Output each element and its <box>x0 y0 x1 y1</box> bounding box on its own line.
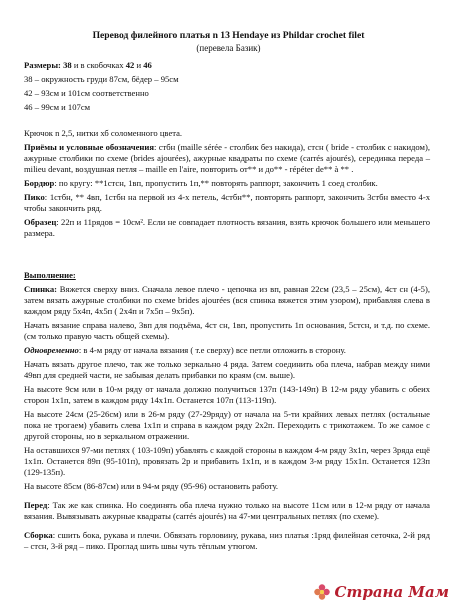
materials-text: Крючок n 2,5, нитки хб соломенного цвета. <box>24 128 183 138</box>
assembly-label: Сборка <box>24 530 53 540</box>
gauge-text: : 22п и 11рядов = 10см². Если не совпадает плотность вязания, взять крючок большего или меньшего размера. <box>24 217 430 238</box>
back-paragraph: Начать вязать другое плечо, так же только зеркально 4 ряда. Затем соединить оба плеча, набрав между ними 49вп для средней части, не забывая делать прибавки по краям (см. выше). <box>24 359 430 380</box>
gauge-label: Образец <box>24 217 57 227</box>
size-alt1: 42 <box>125 60 135 70</box>
front-paragraph <box>24 500 430 522</box>
size-line: 46 – 99см и 107см <box>24 102 91 112</box>
size-line: 38 – окружность груди 87см, бёдер – 95см <box>24 74 179 84</box>
back-paragraph: На высоте 24см (25-26см) или в 26-м ряду (27-29ряду) от начала на 5-ти крайних левых петлях (остальные пока не трогаем) убавить слева 1х1п и справа в каждом ряду 2х2п. Переходить с трикотажем. То же самое с другой стороны, но в зеркальном отражении. <box>24 409 430 441</box>
front-label: Перед <box>24 500 48 510</box>
simultaneous-text: : в 4-м ряду от начала вязания ( т.е сверху) все петли отложить в сторону. <box>78 345 346 355</box>
assembly-paragraph <box>24 530 430 552</box>
symbols-label: Приёмы и условные обозначения <box>24 142 154 152</box>
picot-text: : 1стбн, ** 4вп, 1стбн на первой из 4-х петель, 4стбн**, повторять раппорт, закончить 3стбн вместо 4-х чтобы закончить ряд. <box>24 192 430 213</box>
gauge-paragraph <box>24 217 430 239</box>
back-paragraph: На высоте 85см (86-87см) или в 94-м ряду (95-96) остановить работу. <box>24 481 279 491</box>
sizes-label: Размеры: <box>24 60 61 70</box>
site-watermark <box>313 583 449 602</box>
sizes-section <box>24 60 430 116</box>
front-text: : Так же как спинка. Но соединять оба плеча нужно только на высоте 11см или в 12-м ряду от начала вязания. Вывязывать ажурные квадраты (carrés ajourés) на 47-ми центральных петлях (по схеме). <box>24 500 430 521</box>
watermark-text: Страна Мам <box>334 582 449 601</box>
border-text: : по кругу: **1стсн, 1вп, пропустить 1п,** повторять раппорт, закончить 1 соед столбик. <box>54 178 378 188</box>
back-label: Спинка: <box>24 284 58 294</box>
assembly-text: : сшить бока, рукава и плечи. Обвязать горловину, рукава, низ платья :1ряд филейная сеточка, 2-й ряд – стсн, 3-й ряд – пико. Проглад шить швы чуть тёплым утюгом. <box>24 530 430 551</box>
border-paragraph <box>24 178 430 189</box>
simultaneous-paragraph <box>24 345 430 356</box>
work-section <box>24 270 430 555</box>
sizes-text: и в скобочках <box>73 60 124 70</box>
materials-section <box>24 128 430 242</box>
back-paragraph: На высоте 9см или в 10-м ряду от начала должно получиться 137п (143-149п) В 12-м ряду убавить с обеих сторон 1х1п, затем в каждом ряду 14х1п. Останется 107п (113-119п). <box>24 384 430 405</box>
symbols-text: : стбн (maille sérée - столбик без накида), стсн ( bride - столбик с накидом), ажурные столбики по схеме (brides ajourées), ажурные квадраты по схеме (carrés ajourés), серединка переда – milieu devant, воздушная петля – maille en l'aire, повторить от** и до** - répéter de** à ** . <box>24 142 431 174</box>
back-paragraph: На оставшихся 97-ми петлях ( 103-109п) убавлять с каждой стороны в каждом 4-м ряду 3х1п, через 3ряда ещё 1х1п. Останется 89п (95-101п), провязать 2р и прибавить 1х1п, и в каждом 3-м ряду 15х1п. Останется 123п (129-135п). <box>24 445 430 477</box>
document-title: Перевод филейного платья n 13 Hendaye из Phildar crochet filet <box>92 30 365 41</box>
work-heading: Выполнение: <box>24 270 76 280</box>
picot-paragraph <box>24 192 430 214</box>
picot-label: Пико <box>24 192 45 202</box>
back-text: Вяжется сверху вниз. Сначала левое плечо - цепочка из вп, равная 22см (23,5 – 25см), 4ст сн (4-5), затем вязать ажурные столбики по схеме brides ajourées (вся спинка вяжется этим узором), прибавляя слева в каждом ряду 5х4п, 4х5п ( 2х4п и 7х5п – 9х5п). <box>24 284 430 316</box>
border-label: Бордюр <box>24 178 55 188</box>
back-paragraph: Начать вязание справа налево, 3вп для подъёма, 4ст сн, 1вп, пропустить 1п основания, 5стсн, и т.д. по схеме.(см только правую часть общей схемы). <box>24 320 430 341</box>
simultaneous-label: Одновременно <box>24 345 79 355</box>
sizes-and: и <box>136 60 142 70</box>
size-main: 38 <box>63 60 72 70</box>
back-paragraph <box>24 284 430 317</box>
symbols-paragraph <box>24 142 430 175</box>
size-alt2: 46 <box>143 60 152 70</box>
size-line: 42 – 93см и 101см соответственно <box>24 88 149 98</box>
flower-icon <box>313 583 331 601</box>
document-subtitle: (перевела Базик) <box>196 43 261 54</box>
